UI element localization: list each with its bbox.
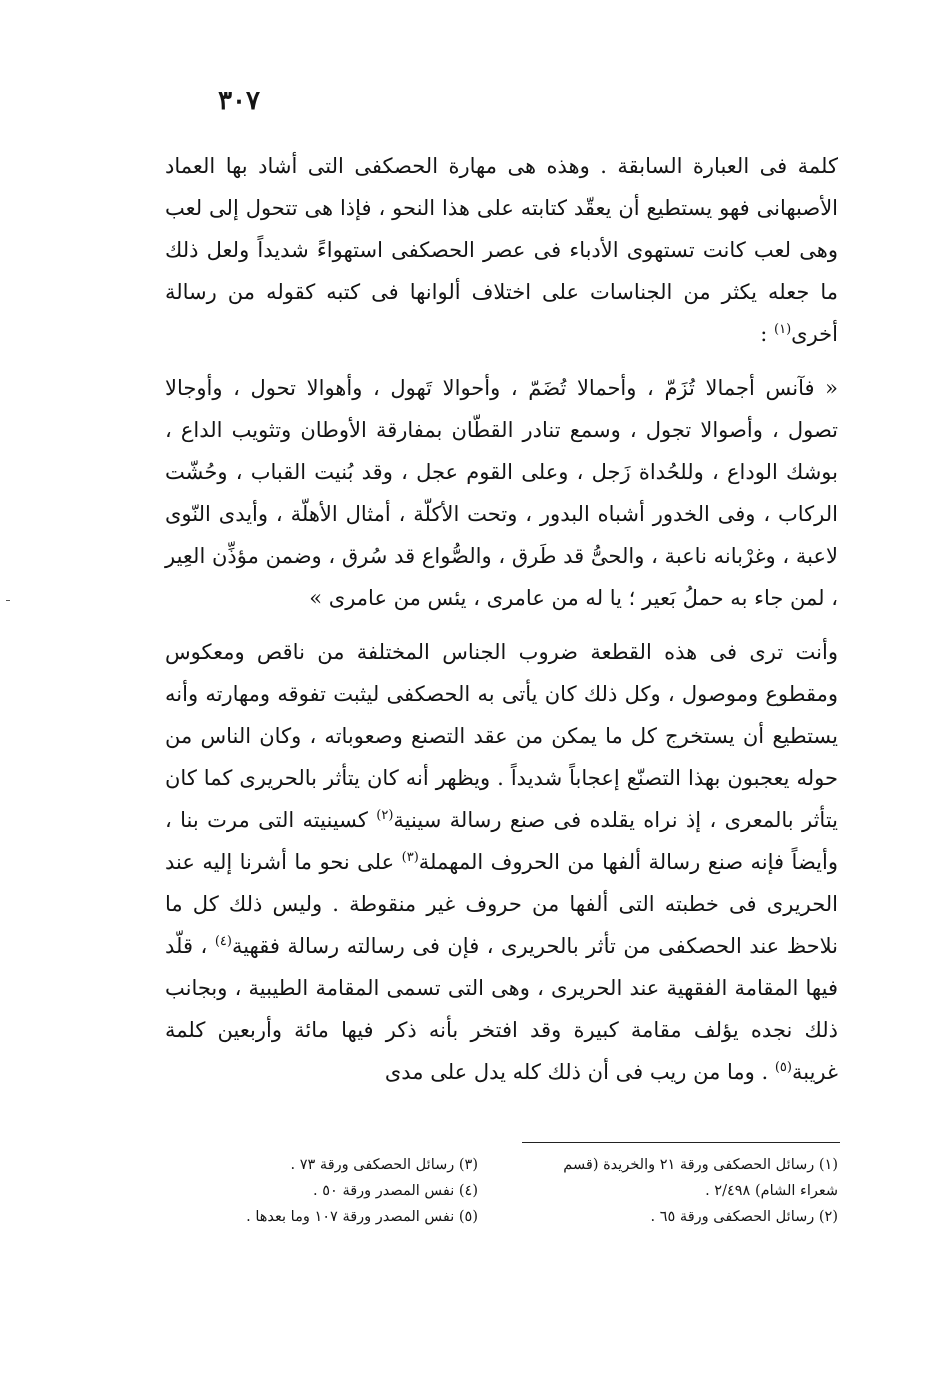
footnotes-left-column [198, 1152, 478, 1230]
scan-margin-mark [6, 600, 10, 601]
paragraph-2-text-c: على نحو ما أشرنا إليه عند الحريرى فى خطبته التى ألفها من حروف غير منقوطة . وليس ذلك كل ما نلاحظ عند الحصكفى من تأثر بالحريرى ، فإن فى رسالته رسالة فقهية [165, 850, 838, 958]
footnote-ref-3: (٣) [401, 850, 419, 865]
footnote-line: (٤) نفس المصدر ورقة ٥٠ . [313, 1183, 478, 1199]
footnote-line: شعراء الشام) ٢/٤٩٨ . [705, 1183, 838, 1199]
paragraph-2-text-d: ، قلّد فيها المقامة الفقهية عند الحريرى ، وهى التى تسمى المقامة الطيبية ، وبجانب ذلك نجده يؤلف مقامة كبيرة وقد افتخر بأنه ذكر فيها مائة وأربعين كلمة غريبة [165, 934, 838, 1084]
paragraph-2 [165, 631, 838, 1093]
footnote-line: (٢) رسائل الحصكفى ورقة ٦٥ . [650, 1209, 838, 1225]
paragraph-2-text-e: . وما من ريب فى أن ذلك كله يدل على مدى [384, 1060, 769, 1084]
footnote-line: (١) رسائل الحصكفى ورقة ٢١ والخريدة (قسم [563, 1157, 838, 1173]
footnote-ref-4: (٤) [214, 934, 232, 949]
page-number: ٣٠٧ [218, 86, 260, 116]
main-text [165, 145, 838, 1093]
paragraph-1-tail: : [760, 322, 775, 346]
footnote-line: (٥) نفس المصدر ورقة ١٠٧ وما بعدها . [246, 1209, 478, 1225]
footnotes-right-column [518, 1152, 838, 1230]
paragraph-1-text: كلمة فى العبارة السابقة . وهذه هى مهارة الحصكفى التى أشاد بها العماد الأصبهانى فهو يستطيع أن يعقّد كتابته على هذا النحو ، فإذا هى تتحول إلى لعب وهى لعب كانت تستهوى الأدباء فى عصر الحصكفى استهواءً شديداً ولعل ذلك ما جعله يكثر من الجناسات على اختلاف ألوانها فى كتبه كقوله من رسالة أخرى [165, 154, 838, 346]
footnote-ref-2: (٢) [376, 808, 394, 823]
footnote-ref-1: (١) [774, 322, 792, 337]
paragraph-1 [165, 145, 838, 355]
footnote-line: (٣) رسائل الحصكفى ورقة ٧٣ . [290, 1157, 478, 1173]
paragraph-2-text-a: وأنت ترى فى هذه القطعة ضروب الجناس المختلفة من ناقص ومعكوس ومقطوع وموصول ، وكل ذلك كان يأتى به الحصكفى ليثبت تفوقه ومهارته وأنه يستطيع أن يستخرج كل ما يمكن من عقد التصنع وصعوباته ، وكان الناس من حوله يعجبون بهذا التصنّع إعجاباً شديداً . ويظهر أنه كان يتأثر بالحريرى كما كان يتأثر بالمعرى ، إذ نراه يقلده فى صنع رسالة سينية [165, 640, 838, 832]
quotation: « فآنس أجمالا تُزَمّ ، وأحمالا تُضَمّ ، وأحوالا تَهول ، وأهوالا تحول ، وأوجالا تصول ، وأصوالا تجول ، وسمع تنادر القطّان بمفارقة الأوطان وتثويب الداع ، بوشك الوداع ، وللحُداة زَجل ، وعلى القوم عجل ، وقد بُنيت القباب ، وحُشّت الركاب ، وفى الخدور أشباه البدور ، وتحت الأكلّة ، أمثال الأهلّة ، وأيدى النّوى لاعبة ، وغرْبانه ناعبة ، والحىُّ قد طَرق ، والصُّواع قد سُرق ، وضمن مؤذِّن العِير ، لمن جاء به حملُ بَعير ؛ يا له من عامرى ، يئس من عامرى » [165, 376, 838, 610]
footnote-ref-5: (٥) [774, 1060, 792, 1075]
footnote-separator [522, 1142, 840, 1143]
paragraph-2-text-b: كسينيته التى مرت بنا ، وأيضاً فإنه صنع رسالة ألفها من الحروف المهملة [165, 808, 838, 874]
